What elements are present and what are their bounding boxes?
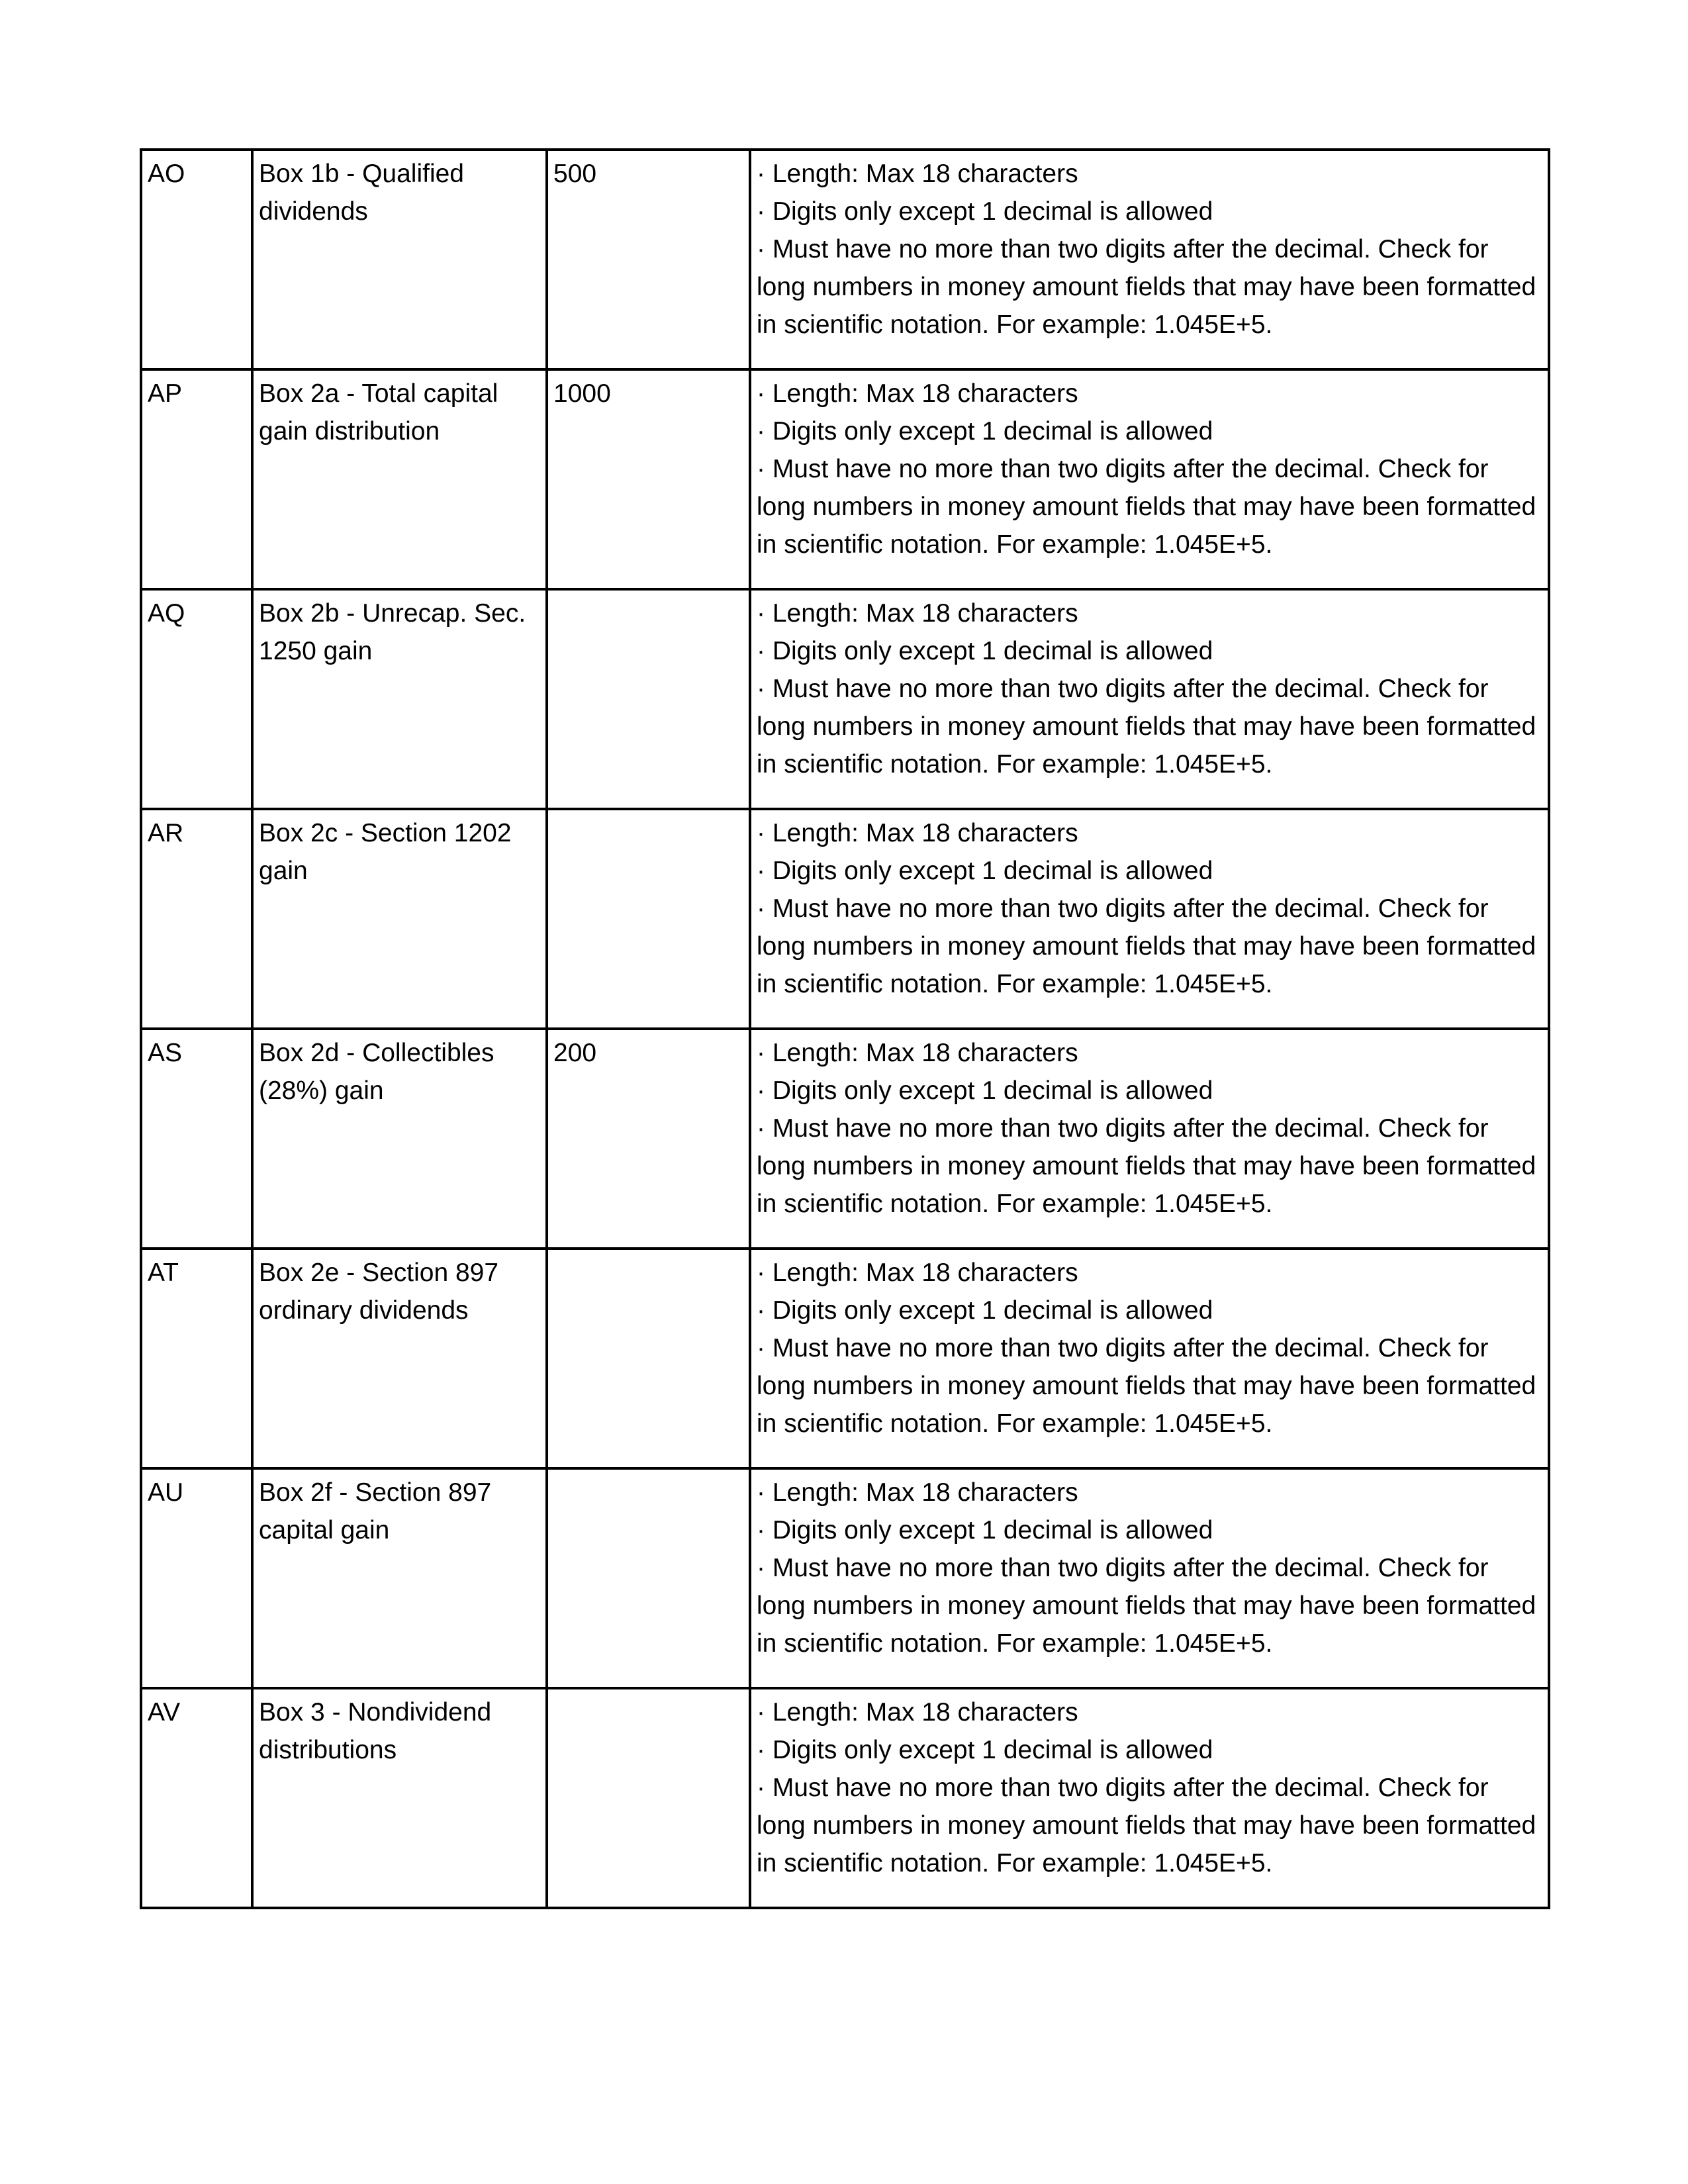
validation-rules-cell — [750, 809, 1549, 1029]
validation-rule: · Length: Max 18 characters — [757, 819, 1078, 847]
field-name-cell: Box 1b - Qualified dividends — [252, 150, 547, 369]
validation-rule: · Length: Max 18 characters — [757, 1039, 1078, 1067]
column-code-cell: AU — [141, 1468, 252, 1688]
validation-rule: · Length: Max 18 characters — [757, 1258, 1078, 1287]
sample-value-cell — [547, 1468, 750, 1688]
field-spec-table-body — [141, 150, 1549, 1908]
field-name-cell: Box 2e - Section 897 ordinary dividends — [252, 1249, 547, 1468]
validation-rule: · Digits only except 1 decimal is allowed — [757, 197, 1213, 226]
sample-value-cell — [547, 1249, 750, 1468]
table-row — [141, 1688, 1549, 1908]
validation-rule: · Must have no more than two digits after the decimal. Check for long numbers in money amount fields that may have been formatted in scientific notation. For example: 1.045E+5. — [757, 675, 1536, 779]
validation-rule: · Length: Max 18 characters — [757, 160, 1078, 188]
validation-rule: · Must have no more than two digits after the decimal. Check for long numbers in money amount fields that may have been formatted in scientific notation. For example: 1.045E+5. — [757, 894, 1536, 998]
validation-rule: · Digits only except 1 decimal is allowed — [757, 1296, 1213, 1325]
sample-value-cell — [547, 589, 750, 809]
validation-rule: · Must have no more than two digits after the decimal. Check for long numbers in money amount fields that may have been formatted in scientific notation. For example: 1.045E+5. — [757, 1774, 1536, 1877]
sample-value-cell: 500 — [547, 150, 750, 369]
table-row — [141, 809, 1549, 1029]
field-name-cell: Box 2d - Collectibles (28%) gain — [252, 1029, 547, 1249]
validation-rule: · Must have no more than two digits after the decimal. Check for long numbers in money amount fields that may have been formatted in scientific notation. For example: 1.045E+5. — [757, 455, 1536, 559]
field-name-cell: Box 2f - Section 897 capital gain — [252, 1468, 547, 1688]
validation-rule: · Length: Max 18 characters — [757, 599, 1078, 628]
validation-rule: · Must have no more than two digits after the decimal. Check for long numbers in money amount fields that may have been formatted in scientific notation. For example: 1.045E+5. — [757, 1114, 1536, 1218]
column-code-cell: AQ — [141, 589, 252, 809]
validation-rule: · Length: Max 18 characters — [757, 1698, 1078, 1727]
column-code-cell: AP — [141, 369, 252, 589]
column-code-cell: AT — [141, 1249, 252, 1468]
validation-rules-cell — [750, 1249, 1549, 1468]
table-row — [141, 1249, 1549, 1468]
validation-rule: · Digits only except 1 decimal is allowed — [757, 637, 1213, 665]
validation-rule: · Digits only except 1 decimal is allowed — [757, 1516, 1213, 1544]
sample-value-cell — [547, 1688, 750, 1908]
column-code-cell: AO — [141, 150, 252, 369]
table-row — [141, 1468, 1549, 1688]
column-code-cell: AS — [141, 1029, 252, 1249]
column-code-cell: AR — [141, 809, 252, 1029]
table-row — [141, 589, 1549, 809]
validation-rule: · Must have no more than two digits after the decimal. Check for long numbers in money amount fields that may have been formatted in scientific notation. For example: 1.045E+5. — [757, 1554, 1536, 1658]
validation-rule: · Length: Max 18 characters — [757, 1478, 1078, 1507]
validation-rule: · Must have no more than two digits after the decimal. Check for long numbers in money amount fields that may have been formatted in scientific notation. For example: 1.045E+5. — [757, 1334, 1536, 1438]
field-name-cell: Box 3 - Nondividend distributions — [252, 1688, 547, 1908]
validation-rule: · Digits only except 1 decimal is allowed — [757, 1076, 1213, 1105]
validation-rule: · Digits only except 1 decimal is allowed — [757, 857, 1213, 885]
sample-value-cell: 200 — [547, 1029, 750, 1249]
validation-rules-cell — [750, 1029, 1549, 1249]
validation-rule: · Digits only except 1 decimal is allowed — [757, 1736, 1213, 1764]
table-row — [141, 1029, 1549, 1249]
validation-rules-cell — [750, 1688, 1549, 1908]
field-name-cell: Box 2b - Unrecap. Sec. 1250 gain — [252, 589, 547, 809]
validation-rule: · Length: Max 18 characters — [757, 379, 1078, 408]
field-name-cell: Box 2a - Total capital gain distribution — [252, 369, 547, 589]
validation-rules-cell — [750, 589, 1549, 809]
table-row — [141, 369, 1549, 589]
validation-rule: · Digits only except 1 decimal is allowed — [757, 417, 1213, 446]
column-code-cell: AV — [141, 1688, 252, 1908]
sample-value-cell: 1000 — [547, 369, 750, 589]
validation-rules-cell — [750, 369, 1549, 589]
validation-rules-cell — [750, 1468, 1549, 1688]
field-name-cell: Box 2c - Section 1202 gain — [252, 809, 547, 1029]
field-spec-table — [140, 148, 1550, 1909]
sample-value-cell — [547, 809, 750, 1029]
validation-rule: · Must have no more than two digits after the decimal. Check for long numbers in money amount fields that may have been formatted in scientific notation. For example: 1.045E+5. — [757, 235, 1536, 339]
table-row — [141, 150, 1549, 369]
validation-rules-cell — [750, 150, 1549, 369]
